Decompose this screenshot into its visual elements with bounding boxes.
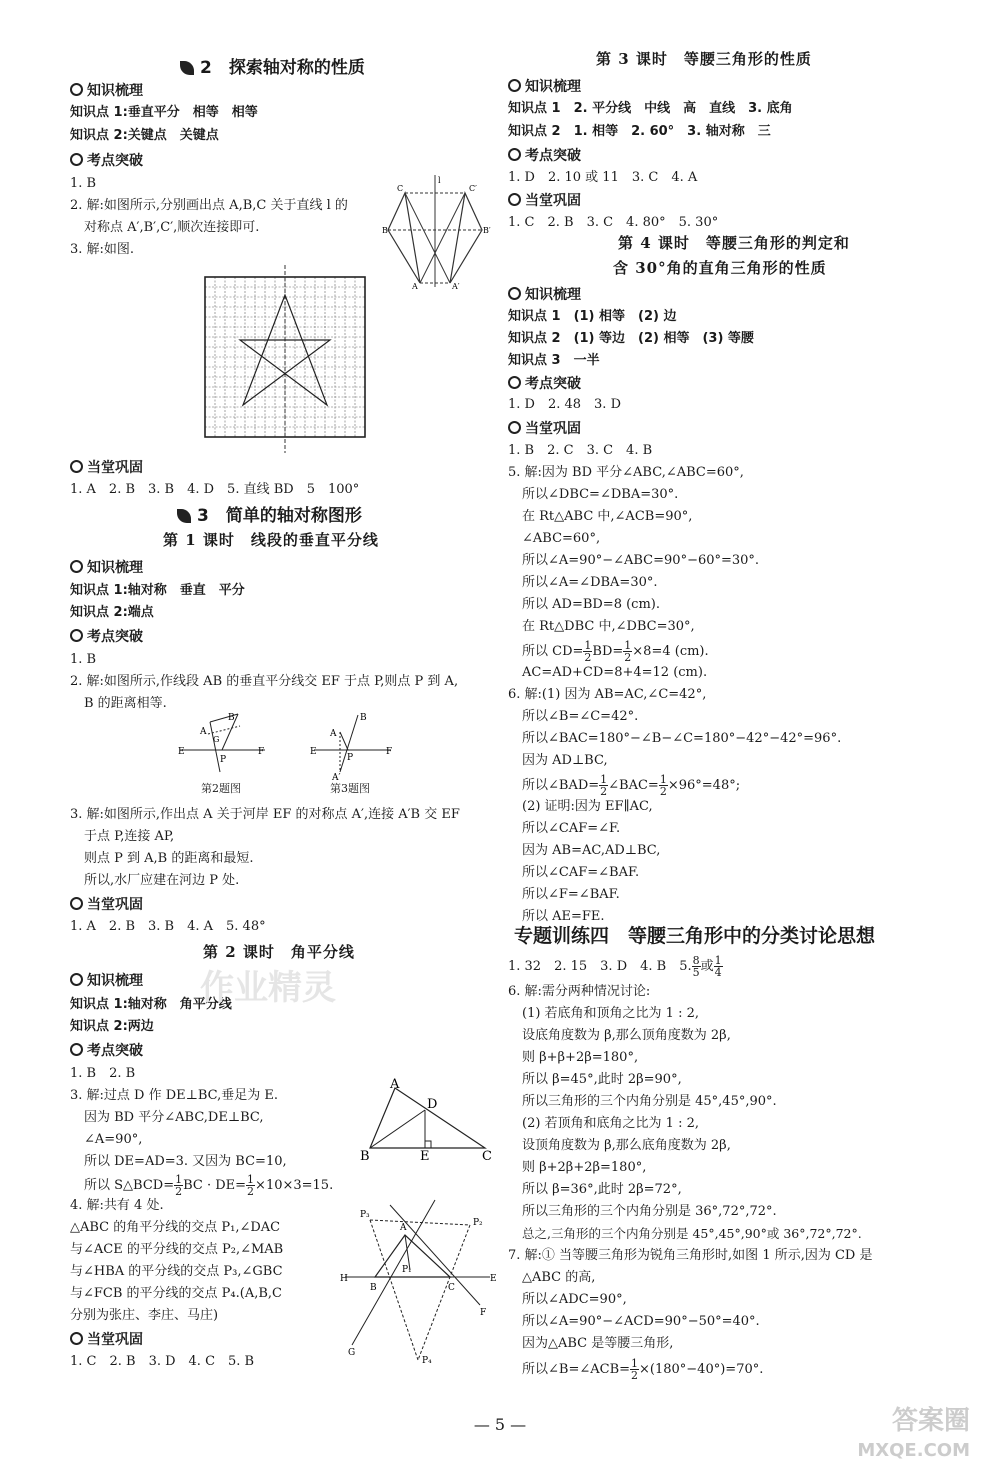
text: 所以 DE=AD=3. 又因为 BC=10, <box>84 1154 287 1169</box>
lesson-4-title-b: 含 30°角的直角三角形的性质 <box>613 259 827 277</box>
text: 则 β+2β+2β=180°, <box>522 1160 647 1175</box>
text: 在 Rt△DBC 中,∠DBC=30°, <box>522 619 695 634</box>
section-2-title: 2 探索轴对称的性质 <box>180 53 365 78</box>
text: 1. D 2. 10 或 11 3. C 4. A <box>508 170 698 185</box>
label-kdtp: 考点突破 <box>70 626 143 646</box>
svg-text:l: l <box>438 176 441 185</box>
watermark-center: 作业精灵 <box>200 968 336 1008</box>
text: 1. A 2. B 3. B 4. D 5. 直线 BD 5 100° <box>70 482 360 497</box>
text: (1) 若底角和顶角之比为 1 : 2, <box>522 1006 699 1021</box>
text: 6. 解:(1) 因为 AB=AC,∠C=42°, <box>508 687 707 702</box>
text: 1. C 2. B 3. C 4. 80° 5. 30° <box>508 215 719 230</box>
text: 知识点 1:垂直平分 相等 相等 <box>70 105 258 120</box>
text: 所以 AD=BD=8 (cm). <box>522 597 660 612</box>
text: 因为△ABC 是等腰三角形, <box>522 1336 674 1351</box>
text: 所以∠F=∠BAF. <box>522 887 620 902</box>
svg-text:A′: A′ <box>332 773 341 783</box>
svg-text:B: B <box>382 226 388 235</box>
leaf-icon <box>180 61 194 75</box>
text: 所以∠B=∠C=42°. <box>522 709 639 724</box>
text: 2. 解:如图所示,分别画出点 A,B,C 关于直线 l 的 <box>70 198 348 213</box>
label-dtgg: 当堂巩固 <box>70 457 143 477</box>
svg-text:F: F <box>480 1308 487 1318</box>
text: 1. C 2. B 3. D 4. C 5. B <box>70 1354 255 1369</box>
svg-text:C′: C′ <box>469 184 477 193</box>
text: 知识点 2:端点 <box>70 605 154 620</box>
svg-text:E: E <box>178 747 185 757</box>
text: 知识点 1 2. 平分线 中线 高 直线 3. 底角 <box>508 101 793 116</box>
text: 则 β+β+2β=180°, <box>522 1050 639 1065</box>
text: 1. B <box>70 652 97 667</box>
text: 则点 P 到 A,B 的距离和最短. <box>84 851 254 866</box>
svg-text:E: E <box>310 747 317 757</box>
caption-2: 第2题图 <box>201 782 241 795</box>
fig-3 <box>310 712 400 782</box>
text: 所以∠BAC=180°−∠B−∠C=180°−42°−42°=96°. <box>522 731 842 746</box>
svg-text:E: E <box>490 1274 497 1284</box>
text: 设顶角度数为 β,那么底角度数为 2β, <box>522 1138 731 1153</box>
text: 设底角度数为 β,那么顶角度数为 2β, <box>522 1028 731 1043</box>
svg-text:B: B <box>360 1149 370 1164</box>
text: 2. 解:如图所示,作线段 AB 的垂直平分线交 EF 于点 P,则点 P 到 A, <box>70 674 459 689</box>
text: 知识点 2 1. 相等 2. 60° 3. 轴对称 三 <box>508 124 771 139</box>
label-kdtp: 考点突破 <box>70 1040 143 1060</box>
text: (2) 若顶角和底角之比为 1 : 2, <box>522 1116 699 1131</box>
text: AC=AD+CD=8+4=12 (cm). <box>522 665 708 680</box>
angle-bisector-figure <box>340 1195 500 1365</box>
svg-text:A′: A′ <box>452 282 460 291</box>
svg-text:A: A <box>200 727 207 737</box>
label-zsl: 知识梳理 <box>70 80 143 100</box>
svg-text:C: C <box>482 1149 492 1164</box>
text: 分别为张庄、李庄、马庄) <box>70 1308 219 1323</box>
label-kdtp: 考点突破 <box>508 373 581 393</box>
text: 所以∠CAF=∠BAF. <box>522 865 640 880</box>
text: 知识点 1:轴对称 垂直 平分 <box>70 583 245 598</box>
svg-text:A: A <box>400 1223 407 1233</box>
text: 于点 P,连接 AP, <box>84 829 175 844</box>
label-kdtp: 考点突破 <box>70 150 143 170</box>
text: 所以,水厂应建在河边 P 处. <box>84 873 240 888</box>
topic-title: 专题训练四 等腰三角形中的分类讨论思想 <box>514 925 876 947</box>
label-dtgg: 当堂巩固 <box>508 418 581 438</box>
svg-text:E: E <box>420 1149 430 1164</box>
text: 所以三角形的三个内角分别是 36°,72°,72°. <box>522 1204 777 1219</box>
label-dtgg: 当堂巩固 <box>508 190 581 210</box>
svg-text:B: B <box>370 1283 377 1293</box>
text: 因为 BD 平分∠ABC,DE⊥BC, <box>84 1110 264 1125</box>
text: 所以∠A=90°−∠ACD=90°−50°=40°. <box>522 1314 760 1329</box>
section-3-title: 3 简单的轴对称图形 <box>177 501 362 526</box>
text: 知识点 2:关键点 关键点 <box>70 128 219 143</box>
text: 知识点 1:轴对称 角平分线 <box>70 997 232 1012</box>
text: 所以 β=36°,此时 2β=72°, <box>522 1182 682 1197</box>
label-zsl: 知识梳理 <box>508 76 581 96</box>
text: 所以三角形的三个内角分别是 45°,45°,90°. <box>522 1094 777 1109</box>
caption-3: 第3题图 <box>330 782 370 795</box>
text: 1. A 2. B 3. B 4. A 5. 48° <box>70 919 266 934</box>
text: 在 Rt△ABC 中,∠ACB=90°, <box>522 509 693 524</box>
text: 1. B 2. B <box>70 1066 136 1081</box>
label-zsl: 知识梳理 <box>508 284 581 304</box>
lesson-4-title-a: 第 4 课时 等腰三角形的判定和 <box>618 234 850 252</box>
text: 因为 AD⊥BC, <box>522 753 608 768</box>
text: 3. 解:如图. <box>70 242 135 257</box>
svg-text:P₄: P₄ <box>422 1356 432 1366</box>
svg-text:G: G <box>213 735 220 744</box>
text: 对称点 A′,B′,C′,顺次连接即可. <box>84 220 260 235</box>
text: 与∠FCB 的平分线的交点 P₄.(A,B,C <box>70 1286 282 1301</box>
leaf-icon <box>177 509 191 523</box>
svg-text:A: A <box>330 729 337 739</box>
text: 知识点 2 (1) 等边 (2) 相等 (3) 等腰 <box>508 331 754 346</box>
svg-text:B: B <box>228 713 235 723</box>
label-kdtp: 考点突破 <box>508 145 581 165</box>
triangle-abc-figure <box>360 1078 495 1163</box>
svg-text:D: D <box>427 1097 438 1112</box>
svg-text:F: F <box>386 747 393 757</box>
text: 知识点 2:两边 <box>70 1019 154 1034</box>
svg-text:A: A <box>390 1077 400 1092</box>
grid-star-figure <box>200 265 380 455</box>
text: 1. D 2. 48 3. D <box>508 397 621 412</box>
page-number: — 5 — <box>473 1415 527 1434</box>
svg-text:H: H <box>340 1274 348 1284</box>
text: B 的距离相等. <box>84 696 167 711</box>
text: △ABC 的角平分线的交点 P₁,∠DAC <box>70 1220 281 1235</box>
svg-text:G: G <box>348 1348 356 1358</box>
text: 知识点 3 一半 <box>508 353 600 368</box>
text: 总之,三角形的三个内角分别是 45°,45°,90°或 36°,72°,72°. <box>522 1226 862 1241</box>
label-dtgg: 当堂巩固 <box>70 894 143 914</box>
svg-text:P₁: P₁ <box>402 1265 412 1275</box>
text: 1. 32 2. 15 3. D 4. B 5. $\frac{8}{5}$ 或 $\frac{1}{4}$ <box>508 954 722 979</box>
text: 所以 β=45°,此时 2β=90°, <box>522 1072 682 1087</box>
text: 所以 AE=FE. <box>522 909 605 924</box>
text: 所以∠B=∠ACB= $\frac{1}{2}$ ×(180°−40°)=70°. <box>522 1357 764 1382</box>
watermark-logo: 答案圈 <box>891 1406 970 1436</box>
svg-text:P: P <box>220 755 227 765</box>
svg-text:B: B <box>360 713 367 723</box>
watermark-url: MXQE.COM <box>857 1440 970 1461</box>
text: 1. B 2. C 3. C 4. B <box>508 443 653 458</box>
svg-text:B′: B′ <box>483 226 491 235</box>
label-zsl: 知识梳理 <box>70 970 143 990</box>
text: 与∠ACE 的平分线的交点 P₂,∠MAB <box>70 1242 284 1257</box>
lesson-1-title: 第 1 课时 线段的垂直平分线 <box>163 531 379 549</box>
svg-text:C: C <box>397 184 404 193</box>
text: ∠A=90°, <box>84 1132 143 1147</box>
svg-text:P: P <box>347 753 354 763</box>
text: 知识点 1 (1) 相等 (2) 边 <box>508 309 677 324</box>
text: 所以∠A=90°−∠ABC=90°−60°=30°. <box>522 553 760 568</box>
text: 所以∠CAF=∠F. <box>522 821 621 836</box>
svg-text:A: A <box>412 282 418 291</box>
text: 1. B <box>70 176 97 191</box>
lesson-3-title: 第 3 课时 等腰三角形的性质 <box>596 50 812 68</box>
text: 7. 解:① 当等腰三角形为锐角三角形时,如图 1 所示,因为 CD 是 <box>508 1248 873 1263</box>
text: 4. 解:共有 4 处. <box>70 1198 164 1213</box>
text: 所以∠DBC=∠DBA=30°. <box>522 487 679 502</box>
label-dtgg: 当堂巩固 <box>70 1329 143 1349</box>
text: ∠ABC=60°, <box>522 531 601 546</box>
text: 所以∠A=∠DBA=30°. <box>522 575 658 590</box>
label-zsl: 知识梳理 <box>70 557 143 577</box>
text: 3. 解:过点 D 作 DE⊥BC,垂足为 E. <box>70 1088 279 1103</box>
text: △ABC 的高, <box>522 1270 596 1285</box>
svg-text:P₃: P₃ <box>360 1210 370 1220</box>
svg-text:P₂: P₂ <box>473 1218 483 1228</box>
lesson-2-title: 第 2 课时 角平分线 <box>203 943 355 961</box>
svg-text:C: C <box>448 1283 455 1293</box>
text: 6. 解:需分两种情况讨论: <box>508 984 651 999</box>
text: (2) 证明:因为 EF∥AC, <box>522 799 653 814</box>
text: 与∠HBA 的平分线的交点 P₃,∠GBC <box>70 1264 283 1279</box>
reflection-figure <box>380 175 490 290</box>
text: 所以∠BAD= $\frac{1}{2}$ ∠BAC= $\frac{1}{2}$ ×96°=48°; <box>522 773 741 798</box>
svg-text:F: F <box>258 747 265 757</box>
text: 3. 解:如图所示,作出点 A 关于河岸 EF 的对称点 A′,连接 A′B 交 EF <box>70 807 460 822</box>
text: 因为 AB=AC,AD⊥BC, <box>522 843 661 858</box>
text: 所以∠ADC=90°, <box>522 1292 627 1307</box>
fig-2 <box>180 712 270 782</box>
text: 所以 CD= $\frac{1}{2}$ BD= $\frac{1}{2}$ ×8=4 (cm). <box>522 639 709 664</box>
text: 5. 解:因为 BD 平分∠ABC,∠ABC=60°, <box>508 465 744 480</box>
text: 所以 S△BCD= $\frac{1}{2}$ BC · DE= $\frac{1}{2}$ ×10×3=15. <box>84 1173 334 1198</box>
